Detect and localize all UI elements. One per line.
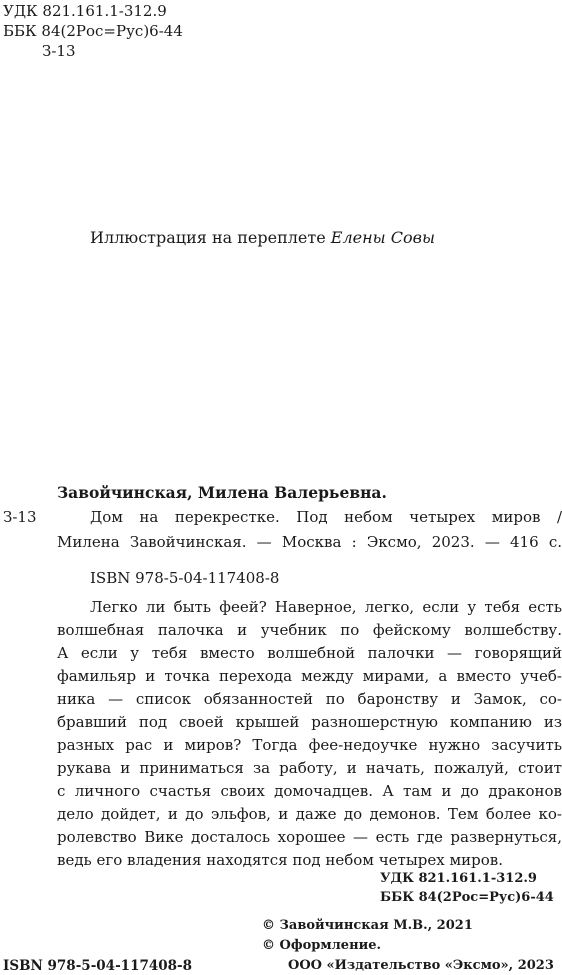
annotation-line: с личного счастья своих домочадцев. А там и до драконов [57,782,562,800]
copyright-publisher: ООО «Издательство «Эксмо», 2023 [288,958,554,973]
title-line-1: Дом на перекрестке. Под небом четырех миров / [90,508,562,526]
annotation-line: рукава и приниматься за работу, и начать, пожалуй, стоит [57,759,562,777]
illustration-prefix: Иллюстрация на переплете [90,228,331,247]
annotation-line: дело дойдет, и до эльфов, и даже до демонов. Тем более ко- [57,805,562,823]
title-line-2: Милена Завойчинская. — Москва : Эксмо, 2023. — 416 с. [57,533,562,551]
author-heading: Завойчинская, Милена Валерьевна. [57,483,387,502]
annotation-line: А если у тебя вместо волшебной палочки — говорящий [57,644,562,662]
isbn-main: ISBN 978-5-04-117408-8 [90,569,280,587]
annotation-line: разных рас и миров? Тогда фее-недоучке нужно засучить [57,736,562,754]
udk-code-top: УДК 821.161.1-312.9 [3,2,167,20]
author-sign-top: З-13 [42,42,76,60]
annotation-line: фамильяр и точка перехода между мирами, а вместо учеб- [57,667,562,685]
annotation-line: ролевство Вике досталось хорошее — есть где развернуться, [57,828,562,846]
annotation-line: ведь его владения находятся под небом четырех миров. [57,851,503,869]
annotation-line: волшебная палочка и учебник по фейскому волшебству. [57,621,562,639]
bbk-code-top: ББК 84(2Рос=Рус)6-44 [3,22,183,40]
author-sign: З-13 [3,508,37,526]
udk-code-bottom: УДК 821.161.1-312.9 [380,871,537,886]
bbk-code-bottom: ББК 84(2Рос=Рус)6-44 [380,890,554,905]
copyright-author: © Завойчинская М.В., 2021 [262,918,473,933]
copyright-design: © Оформление. [262,938,382,953]
illustration-artist: Елены Совы [330,228,435,247]
annotation-line: Легко ли быть феей? Наверное, легко, если у тебя есть [90,598,562,616]
annotation-line: ника — список обязанностей по баронству и Замок, со- [57,690,562,708]
isbn-bottom: ISBN 978-5-04-117408-8 [3,958,193,974]
annotation-line: бравший под своей крышей разношерстную компанию из [57,713,562,731]
illustration-credit [90,228,435,248]
